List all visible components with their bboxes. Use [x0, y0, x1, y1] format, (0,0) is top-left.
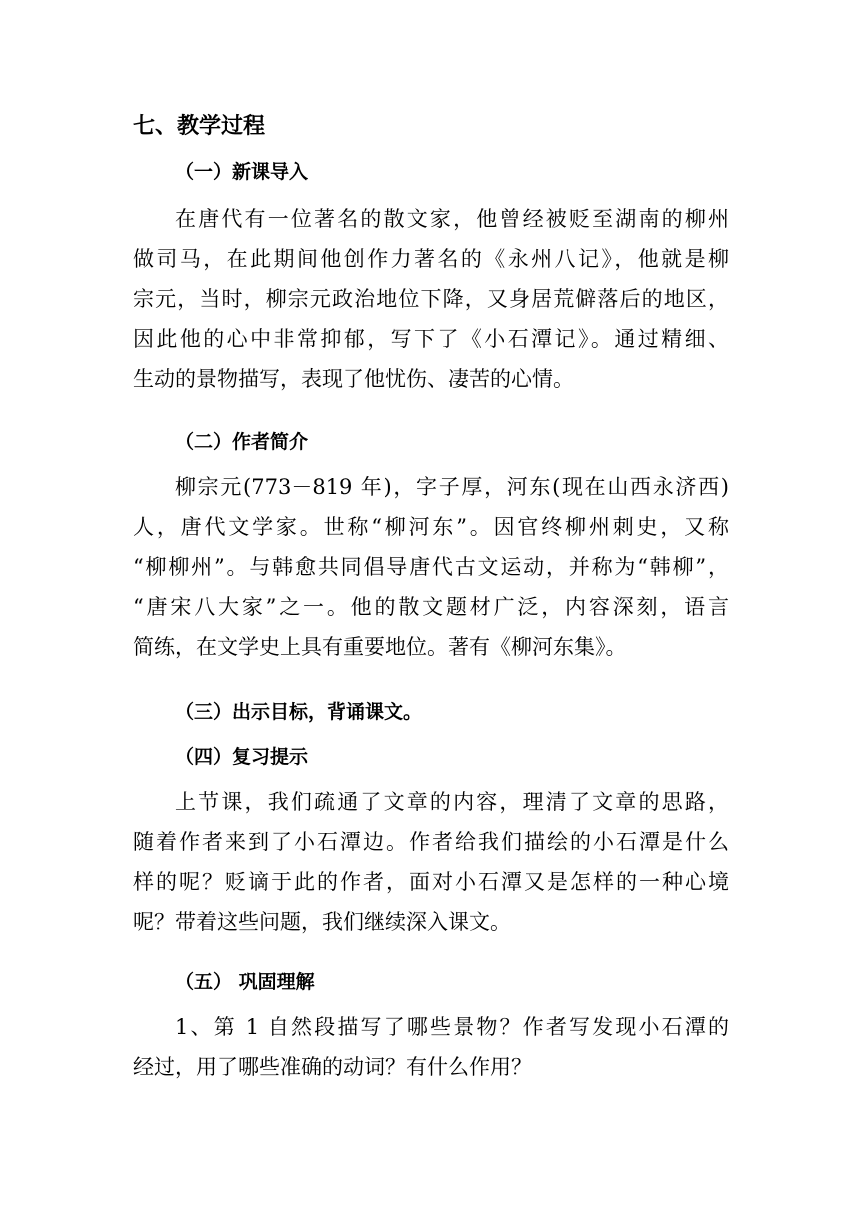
paragraph-line: “柳柳州”。与韩愈共同倡导唐代古文运动，并称为“韩柳”， — [133, 555, 729, 579]
paragraph-line: 做司马，在此期间他创作力著名的《永州八记》，他就是柳 — [133, 247, 729, 271]
paragraph-question — [133, 1007, 729, 1087]
paragraph-line: 呢？带着这些问题，我们继续深入课文。 — [133, 910, 511, 934]
paragraph-line: 因此他的心中非常抑郁，写下了《小石潭记》。通过精细、 — [133, 327, 729, 351]
paragraph-line: 宗元，当时，柳宗元政治地位下降，又身居荒僻落后的地区， — [133, 287, 729, 311]
subsection-heading-objectives: （三）出示目标，背诵课文。 — [175, 701, 423, 723]
subsection-heading-consolidate: （五） 巩固理解 — [175, 971, 315, 993]
paragraph-line: 随着作者来到了小石潭边。作者给我们描绘的小石潭是什么 — [133, 830, 729, 854]
paragraph-intro — [133, 199, 729, 399]
paragraph-author — [133, 467, 729, 667]
subsection-heading-author: （二）作者简介 — [175, 431, 309, 453]
paragraph-line: “唐宋八大家”之一。他的散文题材广泛，内容深刻，语言 — [133, 595, 729, 619]
subsection-heading-new-lesson: （一）新课导入 — [175, 161, 309, 183]
paragraph-line: 1、第 1 自然段描写了哪些景物？作者写发现小石潭的 — [175, 1015, 729, 1039]
subsection-heading-review: （四）复习提示 — [175, 746, 309, 768]
paragraph-line: 在唐代有一位著名的散文家，他曾经被贬至湖南的柳州 — [175, 207, 729, 231]
paragraph-line: 上节课，我们疏通了文章的内容，理清了文章的思路， — [175, 790, 729, 814]
paragraph-line: 经过，用了哪些准确的动词？有什么作用？ — [133, 1055, 532, 1079]
paragraph-line: 简练，在文学史上具有重要地位。著有《柳河东集》。 — [133, 635, 627, 659]
paragraph-review — [133, 782, 729, 942]
paragraph-line: 柳宗元(773－819 年)，字子厚，河东(现在山西永济西) — [175, 475, 729, 499]
paragraph-line: 样的呢？贬谪于此的作者，面对小石潭又是怎样的一种心境 — [133, 870, 729, 894]
section-title: 七、教学过程 — [133, 114, 266, 139]
paragraph-line: 生动的景物描写，表现了他忧伤、凄苦的心情。 — [133, 367, 574, 391]
paragraph-line: 人，唐代文学家。世称“柳河东”。因官终柳州刺史，又称 — [133, 515, 729, 539]
